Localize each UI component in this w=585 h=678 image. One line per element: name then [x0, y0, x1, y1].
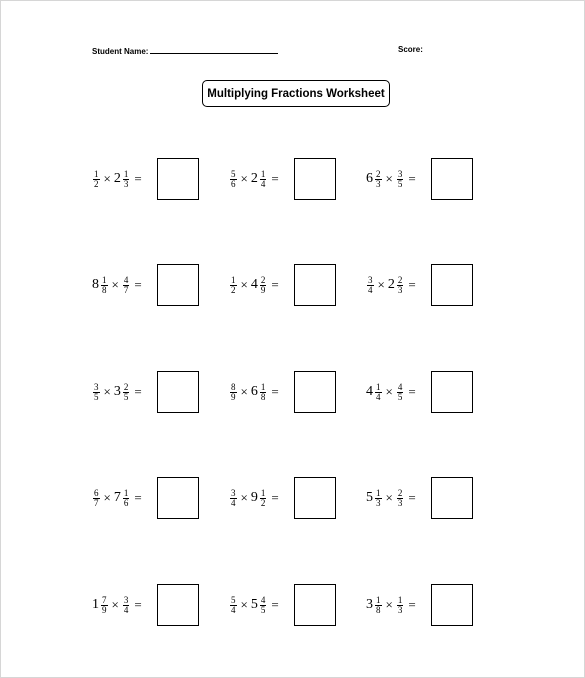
- denominator: 5: [94, 391, 99, 402]
- problem-expression: [366, 264, 422, 306]
- equals-sign: =: [134, 384, 142, 399]
- fraction: [230, 383, 237, 402]
- numerator: 4: [260, 594, 266, 605]
- fraction: [123, 489, 130, 508]
- whole-number: 4: [366, 384, 373, 399]
- mixed-number: [366, 276, 375, 295]
- denominator: 8: [376, 604, 381, 615]
- answer-box[interactable]: [157, 371, 199, 413]
- problem-expression: [366, 371, 422, 413]
- numerator: 3: [123, 594, 129, 605]
- denominator: 6: [231, 178, 236, 189]
- fraction: [93, 383, 100, 402]
- mixed-number: [229, 489, 238, 508]
- answer-box[interactable]: [157, 264, 199, 306]
- denominator: 5: [397, 178, 403, 189]
- fraction: [375, 596, 382, 615]
- mixed-number: [366, 596, 383, 615]
- mixed-number: [122, 596, 131, 615]
- fraction: [123, 170, 130, 189]
- numerator: 1: [260, 381, 266, 392]
- mixed-number: [251, 489, 268, 508]
- denominator: 4: [260, 178, 266, 189]
- whole-number: 3: [366, 597, 373, 612]
- numerator: 3: [368, 274, 373, 285]
- numerator: 1: [231, 274, 236, 285]
- answer-box[interactable]: [294, 477, 336, 519]
- denominator: 3: [123, 178, 129, 189]
- mixed-number: [92, 276, 109, 295]
- whole-number: 8: [92, 277, 99, 292]
- mixed-number: [114, 383, 131, 402]
- numerator: 1: [260, 168, 266, 179]
- times-sign: ×: [111, 277, 119, 292]
- equals-sign: =: [408, 384, 416, 399]
- answer-box[interactable]: [294, 158, 336, 200]
- numerator: 2: [123, 381, 129, 392]
- equals-sign: =: [134, 597, 142, 612]
- mixed-number: [92, 383, 101, 402]
- denominator: 5: [123, 391, 129, 402]
- mixed-number: [92, 489, 101, 508]
- student-name-label: Student Name:: [92, 47, 149, 56]
- denominator: 4: [123, 604, 129, 615]
- denominator: 2: [231, 284, 236, 295]
- problem-expression: [229, 584, 285, 626]
- problem-expression: [92, 158, 148, 200]
- student-name-field[interactable]: [92, 45, 278, 56]
- numerator: 1: [94, 168, 99, 179]
- numerator: 2: [397, 274, 403, 285]
- mixed-number: [122, 276, 131, 295]
- mixed-number: [251, 596, 268, 615]
- equals-sign: =: [134, 490, 142, 505]
- mixed-number: [251, 276, 268, 295]
- fraction: [101, 276, 108, 295]
- denominator: 5: [260, 604, 266, 615]
- mixed-number: [229, 596, 238, 615]
- equals-sign: =: [271, 490, 279, 505]
- denominator: 2: [260, 497, 266, 508]
- numerator: 1: [376, 487, 381, 498]
- equals-sign: =: [271, 277, 279, 292]
- denominator: 9: [102, 604, 107, 615]
- whole-number: 4: [250, 277, 258, 292]
- fraction: [230, 596, 237, 615]
- times-sign: ×: [385, 171, 393, 186]
- whole-number: 5: [366, 490, 373, 505]
- mixed-number: [396, 489, 405, 508]
- denominator: 5: [397, 391, 403, 402]
- answer-box[interactable]: [431, 371, 473, 413]
- denominator: 3: [397, 284, 403, 295]
- numerator: 6: [94, 487, 99, 498]
- mixed-number: [396, 383, 405, 402]
- equals-sign: =: [271, 384, 279, 399]
- equals-sign: =: [271, 597, 279, 612]
- fraction: [101, 596, 108, 615]
- denominator: 9: [231, 391, 236, 402]
- denominator: 4: [231, 604, 236, 615]
- mixed-number: [396, 596, 405, 615]
- fraction: [123, 383, 130, 402]
- times-sign: ×: [103, 490, 111, 505]
- fraction: [230, 170, 237, 189]
- score-label: Score:: [398, 45, 423, 54]
- numerator: 8: [231, 381, 236, 392]
- fraction: [230, 489, 237, 508]
- numerator: 1: [102, 274, 107, 285]
- mixed-number: [251, 383, 268, 402]
- fraction: [367, 276, 374, 295]
- times-sign: ×: [240, 384, 248, 399]
- numerator: 1: [397, 594, 403, 605]
- times-sign: ×: [385, 490, 393, 505]
- times-sign: ×: [111, 597, 119, 612]
- times-sign: ×: [377, 277, 385, 292]
- numerator: 3: [94, 381, 99, 392]
- denominator: 3: [376, 497, 381, 508]
- equals-sign: =: [134, 171, 142, 186]
- mixed-number: [114, 489, 131, 508]
- whole-number: 1: [92, 597, 99, 612]
- denominator: 4: [368, 284, 373, 295]
- fraction: [93, 170, 100, 189]
- whole-number: 3: [113, 384, 121, 399]
- fraction: [397, 596, 404, 615]
- student-name-line[interactable]: [150, 45, 278, 54]
- mixed-number: [251, 170, 268, 189]
- numerator: 4: [397, 381, 403, 392]
- denominator: 8: [102, 284, 107, 295]
- fraction: [375, 383, 382, 402]
- equals-sign: =: [271, 171, 279, 186]
- whole-number: 7: [113, 490, 121, 505]
- fraction: [375, 170, 382, 189]
- numerator: 2: [397, 487, 403, 498]
- times-sign: ×: [385, 597, 393, 612]
- equals-sign: =: [408, 277, 416, 292]
- problem-expression: [366, 477, 422, 519]
- problem-expression: [366, 158, 422, 200]
- problem-expression: [92, 477, 148, 519]
- numerator: 5: [231, 594, 236, 605]
- fraction: [230, 276, 237, 295]
- numerator: 3: [231, 487, 236, 498]
- denominator: 3: [397, 604, 403, 615]
- fraction: [260, 276, 267, 295]
- fraction: [375, 489, 382, 508]
- mixed-number: [229, 383, 238, 402]
- denominator: 4: [376, 391, 381, 402]
- denominator: 6: [123, 497, 129, 508]
- whole-number: 9: [250, 490, 258, 505]
- fraction: [260, 383, 267, 402]
- denominator: 7: [94, 497, 99, 508]
- denominator: 3: [397, 497, 403, 508]
- numerator: 7: [102, 594, 107, 605]
- numerator: 1: [123, 168, 129, 179]
- times-sign: ×: [103, 171, 111, 186]
- problem-expression: [229, 477, 285, 519]
- answer-box[interactable]: [157, 477, 199, 519]
- problem-expression: [229, 264, 285, 306]
- worksheet-header: [1, 45, 585, 59]
- denominator: 4: [231, 497, 236, 508]
- fraction: [123, 596, 130, 615]
- mixed-number: [229, 276, 238, 295]
- answer-box[interactable]: [431, 584, 473, 626]
- numerator: 2: [260, 274, 266, 285]
- times-sign: ×: [103, 384, 111, 399]
- worksheet-title: [202, 80, 390, 107]
- fraction: [397, 489, 404, 508]
- mixed-number: [229, 170, 238, 189]
- problem-expression: [366, 584, 422, 626]
- answer-box[interactable]: [431, 477, 473, 519]
- denominator: 8: [260, 391, 266, 402]
- whole-number: 2: [387, 277, 395, 292]
- fraction: [260, 170, 267, 189]
- mixed-number: [92, 170, 101, 189]
- whole-number: 2: [250, 171, 258, 186]
- problem-expression: [92, 584, 148, 626]
- numerator: 1: [123, 487, 129, 498]
- equals-sign: =: [134, 277, 142, 292]
- whole-number: 2: [113, 171, 121, 186]
- mixed-number: [388, 276, 405, 295]
- times-sign: ×: [240, 171, 248, 186]
- problem-expression: [92, 264, 148, 306]
- answer-box[interactable]: [431, 158, 473, 200]
- equals-sign: =: [408, 597, 416, 612]
- fraction: [397, 383, 404, 402]
- fraction: [93, 489, 100, 508]
- whole-number: 6: [366, 171, 373, 186]
- problem-expression: [229, 158, 285, 200]
- mixed-number: [366, 383, 383, 402]
- worksheet-title-text: Multiplying Fractions Worksheet: [207, 87, 385, 100]
- answer-box[interactable]: [157, 584, 199, 626]
- times-sign: ×: [385, 384, 393, 399]
- numerator: 5: [231, 168, 236, 179]
- times-sign: ×: [240, 490, 248, 505]
- answer-box[interactable]: [294, 264, 336, 306]
- denominator: 7: [123, 284, 129, 295]
- denominator: 2: [94, 178, 99, 189]
- whole-number: 6: [250, 384, 258, 399]
- times-sign: ×: [240, 597, 248, 612]
- equals-sign: =: [408, 490, 416, 505]
- numerator: 3: [397, 168, 403, 179]
- fraction: [260, 489, 267, 508]
- fraction: [260, 596, 267, 615]
- times-sign: ×: [240, 277, 248, 292]
- mixed-number: [396, 170, 405, 189]
- problem-expression: [92, 371, 148, 413]
- numerator: 1: [376, 594, 381, 605]
- denominator: 9: [260, 284, 266, 295]
- answer-box[interactable]: [157, 158, 199, 200]
- mixed-number: [114, 170, 131, 189]
- fraction: [397, 170, 404, 189]
- numerator: 2: [376, 168, 381, 179]
- numerator: 1: [260, 487, 266, 498]
- answer-box[interactable]: [294, 371, 336, 413]
- answer-box[interactable]: [294, 584, 336, 626]
- fraction: [397, 276, 404, 295]
- numerator: 4: [123, 274, 129, 285]
- mixed-number: [366, 489, 383, 508]
- denominator: 3: [376, 178, 381, 189]
- mixed-number: [92, 596, 109, 615]
- answer-box[interactable]: [431, 264, 473, 306]
- problem-expression: [229, 371, 285, 413]
- numerator: 1: [376, 381, 381, 392]
- mixed-number: [366, 170, 383, 189]
- fraction: [123, 276, 130, 295]
- whole-number: 5: [250, 597, 258, 612]
- equals-sign: =: [408, 171, 416, 186]
